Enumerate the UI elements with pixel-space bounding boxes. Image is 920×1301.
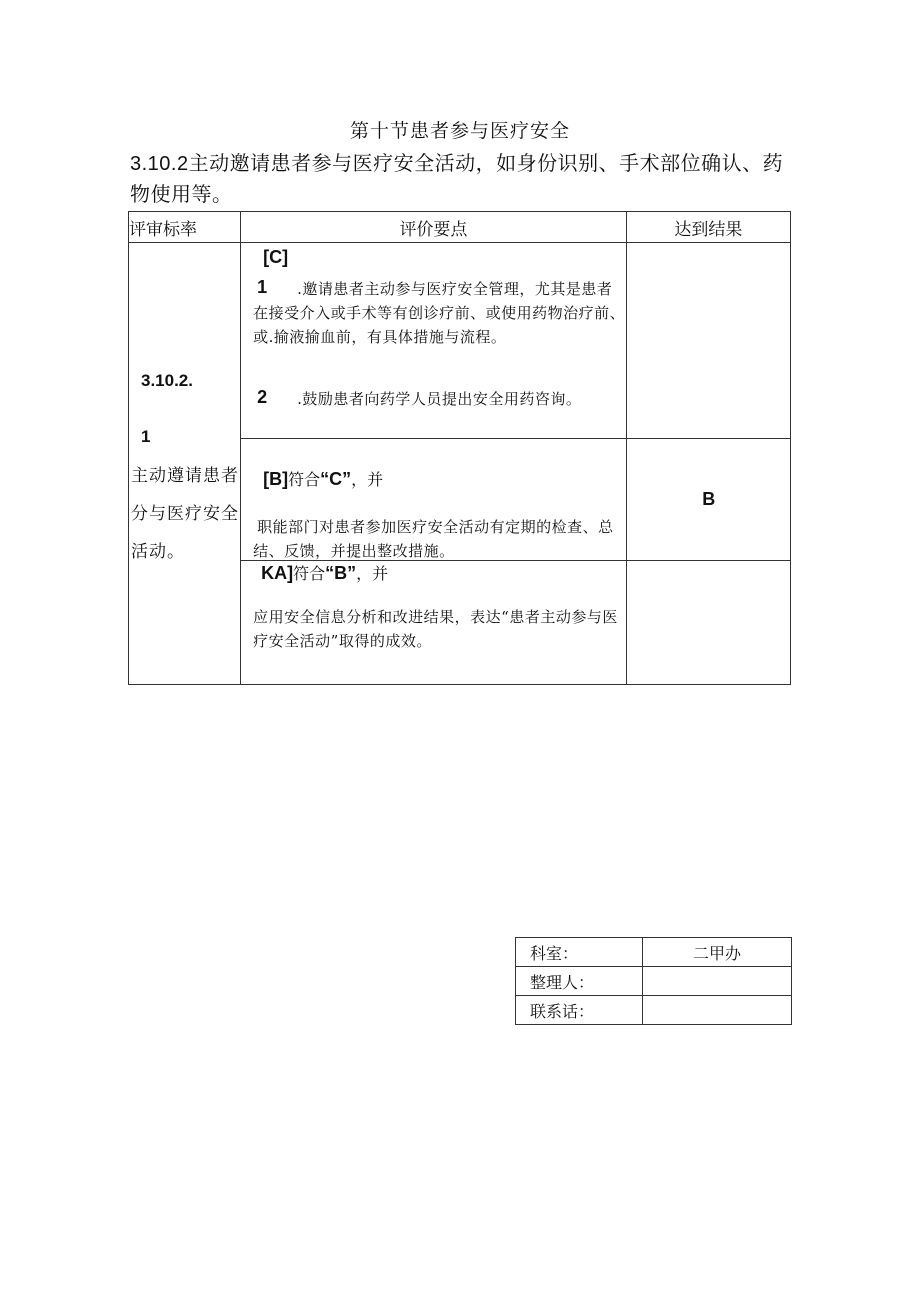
info-label-organizer: 整理人：: [516, 967, 643, 996]
info-value-contact: [643, 996, 792, 1025]
header-standard: 评审标率: [129, 212, 241, 243]
info-row-contact: [516, 996, 792, 1025]
level-b-reference: “C”: [320, 469, 352, 490]
table-row-c: [129, 243, 791, 439]
standard-number: [141, 353, 193, 465]
level-c-label: [C]: [263, 247, 289, 267]
level-b-label: [B]: [263, 469, 289, 490]
level-a-suffix: ，并: [356, 564, 389, 584]
standard-heading-number: 3.10.2: [130, 153, 189, 175]
section-title: 第十节患者参与医疗安全: [349, 120, 570, 142]
standard-cell: [129, 243, 241, 685]
level-a-text: 应用安全信息分析和改进结果，表达“患者主动参与医疗安全活动”取得的成效。: [253, 608, 618, 651]
level-a-cell: [241, 561, 627, 685]
table-header-row: [129, 212, 791, 243]
contact-info-table: [515, 937, 792, 1025]
level-a-result-cell: [626, 561, 790, 685]
level-b-result: B: [702, 489, 716, 510]
info-row-department: [516, 938, 792, 967]
level-b-result-cell: [626, 439, 790, 561]
info-row-organizer: [516, 967, 792, 996]
info-label-department: 科室：: [516, 938, 643, 967]
standard-number-line1: 3.10.2.: [141, 371, 193, 390]
level-c-item2-number: 2: [257, 387, 268, 407]
info-value-organizer: [643, 967, 792, 996]
info-value-department: 二甲办: [643, 938, 792, 967]
level-b-prefix: 符合: [288, 470, 321, 490]
level-c-item1-number: 1: [257, 277, 268, 297]
level-a-label: KA]: [261, 563, 294, 584]
level-b-heading: [263, 467, 383, 490]
level-a-prefix: 符合: [293, 564, 326, 584]
level-c-result-cell: [626, 243, 790, 439]
level-b-cell: [241, 439, 627, 561]
info-label-contact: 联系话：: [516, 996, 643, 1025]
level-a-heading: [261, 561, 388, 584]
level-c-cell: [241, 243, 627, 439]
header-result: 达到结果: [626, 212, 790, 243]
standard-heading-text: 主动邀请患者参与医疗安全活动，如身份识别、手术部位确认、药物使用等。: [130, 151, 784, 206]
level-a-reference: “B”: [325, 563, 357, 584]
standard-number-line2: 1: [141, 427, 151, 446]
level-b-text: 职能部门对患者参加医疗安全活动有定期的检查、总结、反馈，并提出整改措施。: [253, 518, 614, 561]
standard-heading: [130, 148, 790, 209]
evaluation-table: [128, 211, 791, 685]
level-c-item2-text: .鼓励患者向药学人员提出安全用药咨询。: [297, 390, 582, 408]
standard-text: 主动遵请患者分与医疗安全活动。: [131, 466, 239, 562]
level-b-suffix: ，并: [351, 470, 384, 490]
header-evaluation-points: 评价要点: [241, 212, 627, 243]
level-c-item1-text: .邀请患者主动参与医疗安全管理，尤其是患者在接受介入或手术等有创诊疗前、或使用药物治疗前、或.揄液揄血前，有具体措施与流程。: [253, 280, 626, 346]
